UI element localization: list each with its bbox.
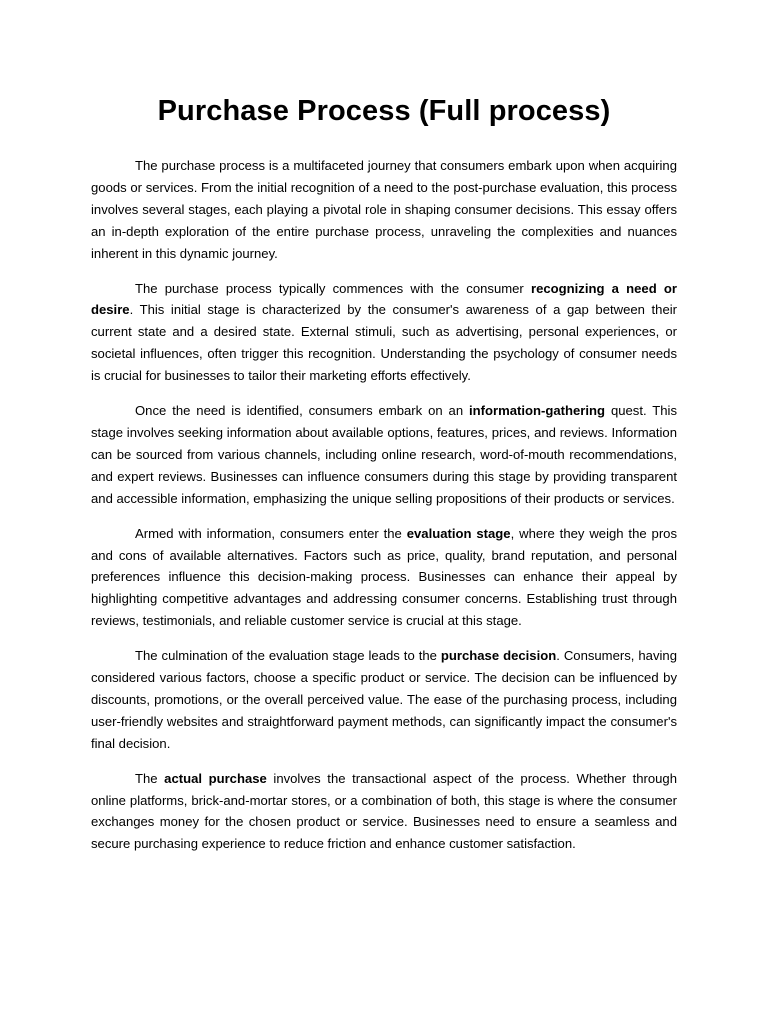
bold-term: information-gathering <box>469 403 606 419</box>
paragraph-text: The <box>135 770 165 786</box>
paragraph-4 <box>91 523 677 633</box>
paragraph-1 <box>91 155 677 265</box>
paragraph-5 <box>91 645 677 755</box>
bold-term: evaluation stage <box>406 525 511 541</box>
paragraph-text: . Consumers, having considered various factors, choose a specific product or service. The decision can be influenced by discounts, promotions, or the overall perceived value. The ease of the purchasing process, including user-friendly websites and straightforward payment methods, can significantly impact the consumer's final decision. <box>91 648 677 751</box>
paragraph-6 <box>91 768 677 856</box>
paragraph-2 <box>91 278 677 388</box>
document-body <box>91 155 677 868</box>
document-title: Purchase Process (Full process) <box>157 95 611 127</box>
paragraph-text: quest. This stage involves seeking information about available options, features, prices, and reviews. Information can be sourced from various channels, including online research, word-of-mouth recommendations, and expert reviews. Businesses can influence consumers during this stage by providing transparent and accessible information, emphasizing the unique selling propositions of their products or services. <box>91 403 678 506</box>
bold-term: purchase decision <box>440 648 557 664</box>
paragraph-text: The purchase process is a multifaceted journey that consumers embark upon when acquiring goods or services. From the initial recognition of a need to the post-purchase evaluation, this process involves several stages, each playing a pivotal role in shaping consumer decisions. This essay offers an in-depth exploration of the entire purchase process, unraveling the complexities and nuances inherent in this dynamic journey. <box>91 158 677 261</box>
bold-term: actual purchase <box>164 770 267 786</box>
bold-term: recognizing a need or desire <box>91 280 678 318</box>
paragraph-text: , where they weigh the pros and cons of available alternatives. Factors such as price, quality, brand reputation, and personal preferences influence this decision-making process. Businesses can enhance their appeal by highlighting competitive advantages and addressing consumer concerns. Establishing trust through reviews, testimonials, and reliable customer service is crucial at this stage. <box>91 525 678 629</box>
paragraph-text: Once the need is identified, consumers embark on an <box>135 403 470 419</box>
paragraph-text: The purchase process typically commences with the consumer <box>135 280 531 296</box>
paragraph-3 <box>91 400 677 510</box>
paragraph-text: The culmination of the evaluation stage leads to the <box>135 648 441 664</box>
paragraph-text: . This initial stage is characterized by the consumer's awareness of a gap between their current state and a desired state. External stimuli, such as advertising, personal experiences, or societal influences, often trigger this recognition. Understanding the psychology of consumer needs is crucial for businesses to tailor their marketing efforts effectively. <box>91 302 677 384</box>
paragraph-text: Armed with information, consumers enter the <box>135 525 407 541</box>
paragraph-text: involves the transactional aspect of the process. Whether through online platforms, brick-and-mortar stores, or a combination of both, this stage is where the consumer exchanges money for the chosen product or service. Businesses need to ensure a seamless and secure purchasing experience to reduce friction and enhance customer satisfaction. <box>91 770 677 852</box>
